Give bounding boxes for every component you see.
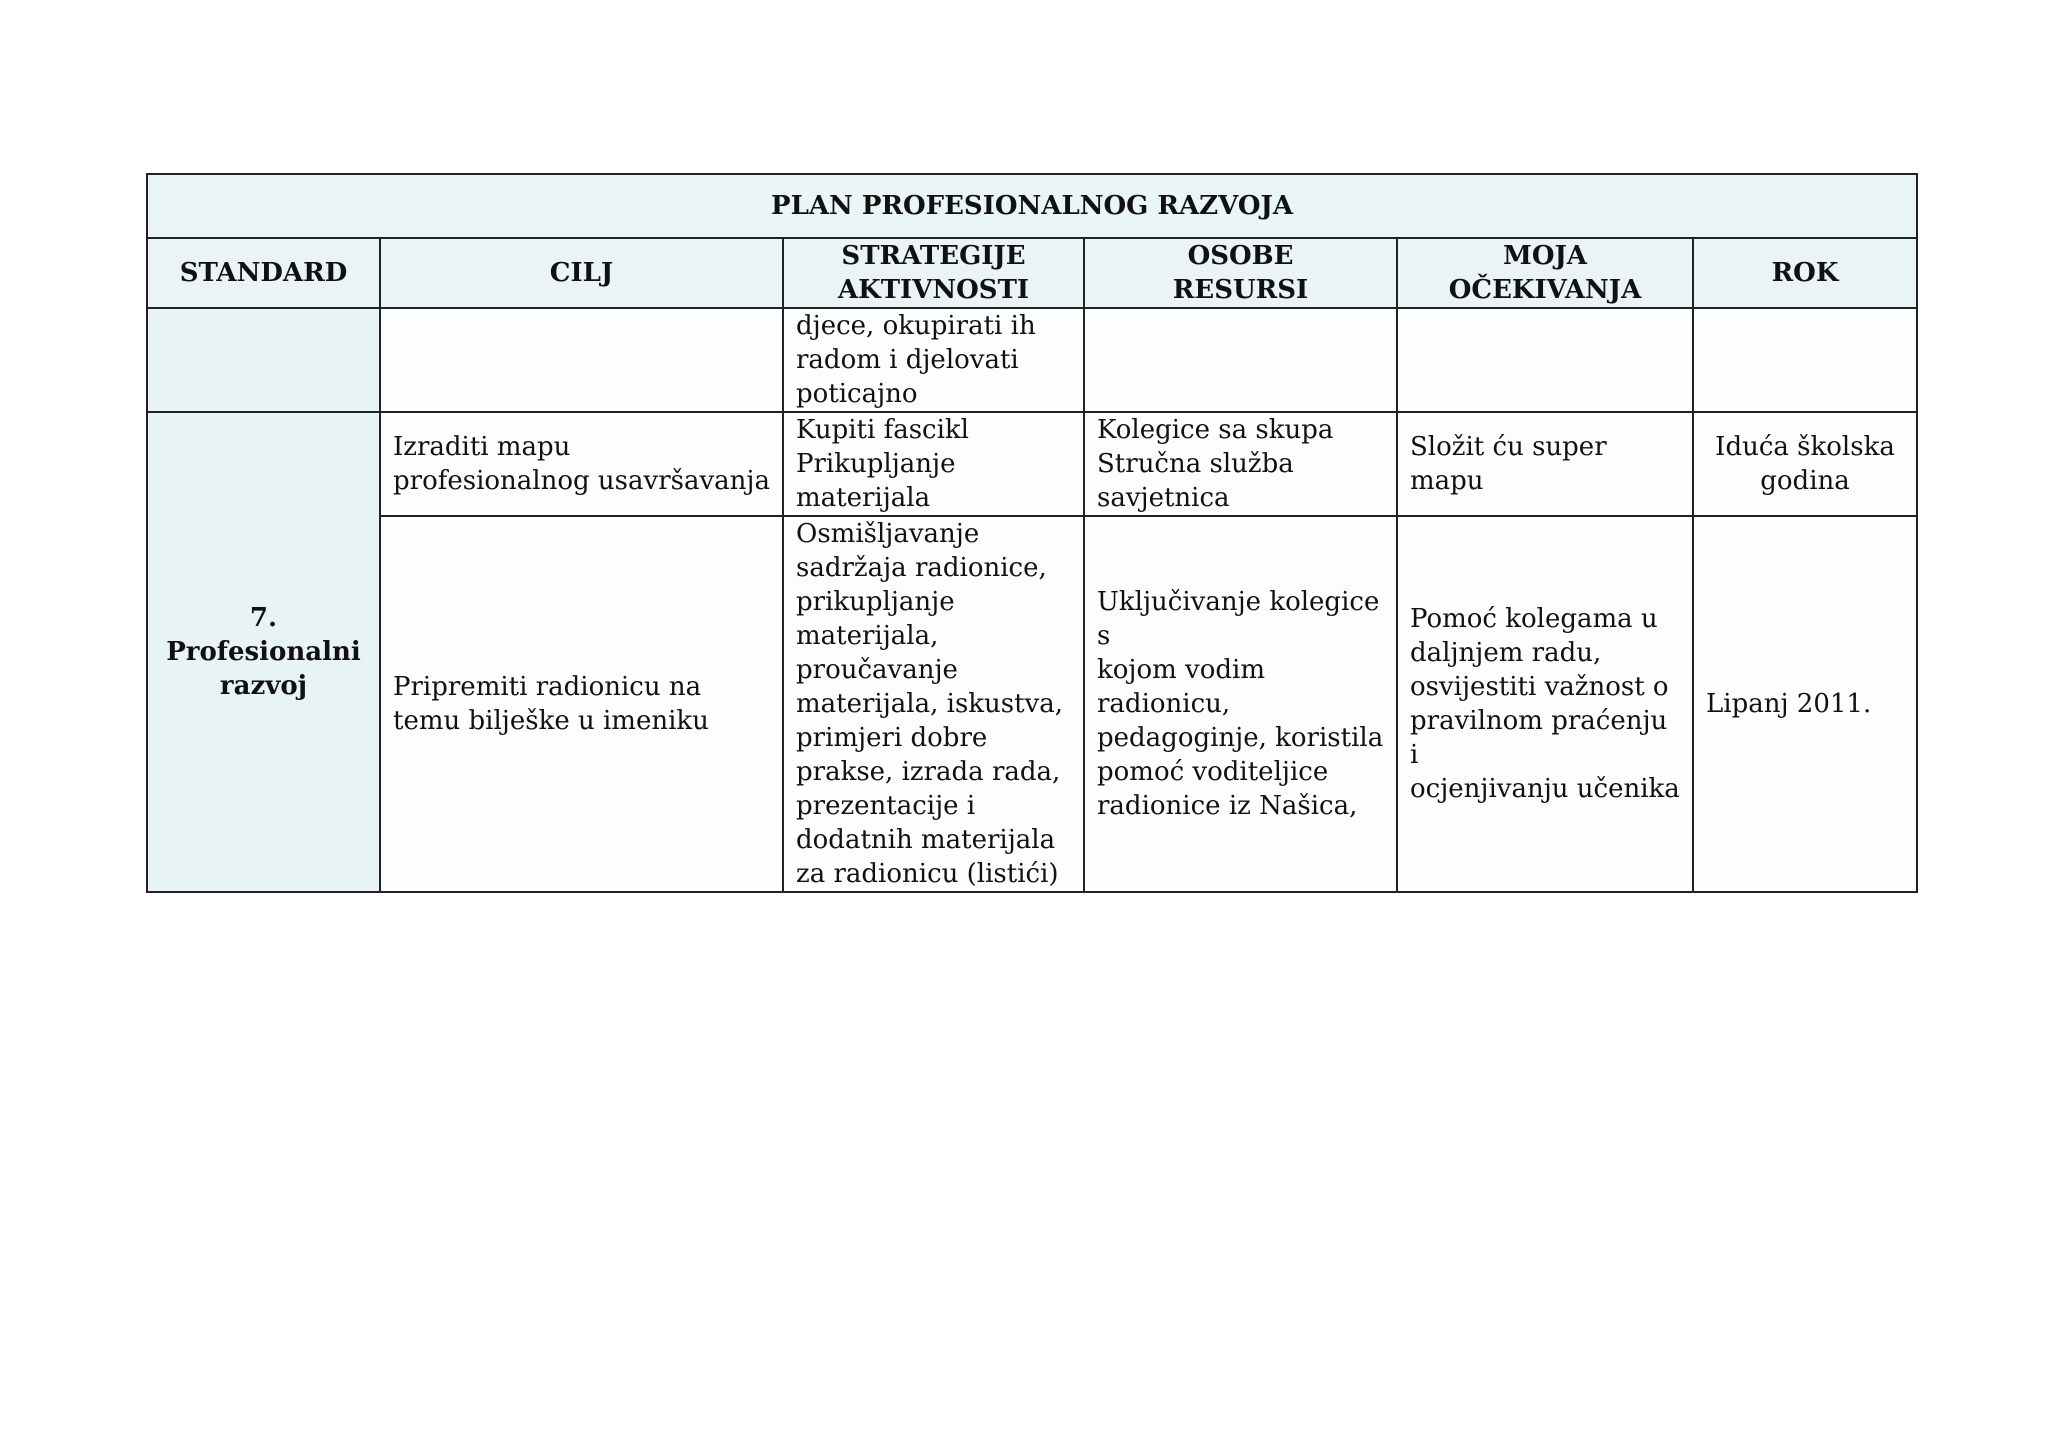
osobe-cell: Kolegice sa skupa Stručna služba savjetnica	[1084, 412, 1397, 516]
standard-cell-empty	[147, 308, 380, 412]
standard-cell: 7. Profesionalni razvoj	[147, 412, 380, 892]
strategije-cell: Osmišljavanje sadržaja radionice, prikupljanje materijala, proučavanje materijala, iskustva, primjeri dobre prakse, izrada rada, prezentacije i dodatnih materijala za radionicu (listići)	[783, 516, 1084, 892]
cilj-cell: Izraditi mapu profesionalnog usavršavanja	[380, 412, 783, 516]
ocekivanja-cell: Pomoć kolegama u daljnjem radu, osvijestiti važnost o pravilnom praćenju i ocjenjivanju učenika	[1397, 516, 1693, 892]
table-header-row	[147, 238, 1917, 308]
header-strategije: STRATEGIJE AKTIVNOSTI	[783, 238, 1084, 308]
strategije-cell: djece, okupirati ih radom i djelovati poticajno	[783, 308, 1084, 412]
strategije-cell: Kupiti fascikl Prikupljanje materijala	[783, 412, 1084, 516]
header-osobe: OSOBE RESURSI	[1084, 238, 1397, 308]
ocekivanja-cell-empty	[1397, 308, 1693, 412]
ocekivanja-cell: Složit ću super mapu	[1397, 412, 1693, 516]
rok-cell: Lipanj 2011.	[1693, 516, 1917, 892]
cilj-cell-empty	[380, 308, 783, 412]
professional-development-plan-table	[146, 173, 1918, 893]
header-standard: STANDARD	[147, 238, 380, 308]
osobe-cell: Uključivanje kolegice s kojom vodim radionicu, pedagoginje, koristila pomoć voditeljice radionice iz Našica,	[1084, 516, 1397, 892]
cilj-cell: Pripremiti radionicu na temu bilješke u imeniku	[380, 516, 783, 892]
header-ocekivanja: MOJA OČEKIVANJA	[1397, 238, 1693, 308]
table-row	[147, 516, 1917, 892]
rok-cell-empty	[1693, 308, 1917, 412]
osobe-cell-empty	[1084, 308, 1397, 412]
table-row	[147, 308, 1917, 412]
table-title: PLAN PROFESIONALNOG RAZVOJA	[147, 174, 1917, 238]
header-rok: ROK	[1693, 238, 1917, 308]
table-row	[147, 412, 1917, 516]
rok-cell: Iduća školska godina	[1693, 412, 1917, 516]
header-cilj: CILJ	[380, 238, 783, 308]
table-title-row	[147, 174, 1917, 238]
